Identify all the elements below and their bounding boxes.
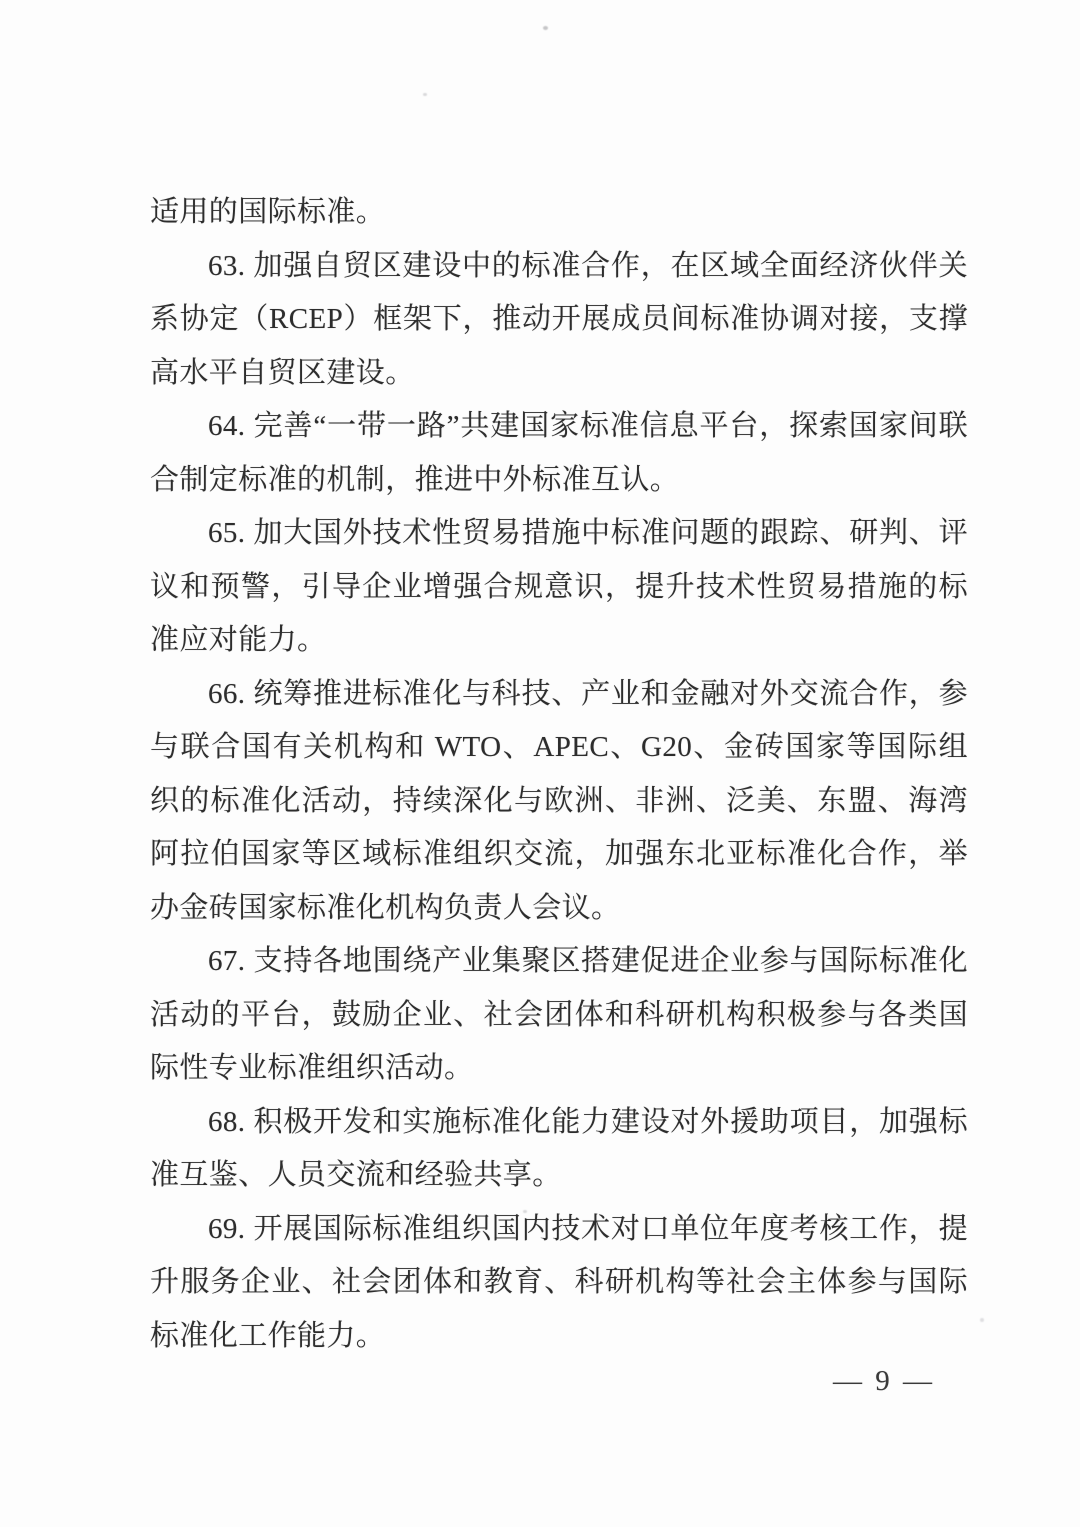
page-number: — 9 — xyxy=(833,1365,935,1397)
paragraph-69: 69. 开展国际标准组织国内技术对口单位年度考核工作，提升服务企业、社会团体和教育、科研机构等社会主体参与国际标准化工作能力。 xyxy=(150,1212,968,1352)
scan-speck xyxy=(980,1318,984,1322)
document-body xyxy=(150,186,968,1363)
paragraph-66: 66. 统筹推进标准化与科技、产业和金融对外交流合作，参与联合国有关机构和 WTO、APEC、G20、金砖国家等国际组织的标准化活动，持续深化与欧洲、非洲、泛美、东盟、海湾阿拉伯国家等区域标准组织交流，加强东北亚标准化合作，举办金砖国家标准化机构负责人会议。 xyxy=(150,677,968,924)
paragraph-64: 64. 完善“一带一路”共建国家标准信息平台，探索国家间联合制定标准的机制，推进中外标准互认。 xyxy=(150,410,968,496)
scan-speck xyxy=(423,93,427,96)
paragraph-67: 67. 支持各地围绕产业集聚区搭建促进企业参与国际标准化活动的平台，鼓励企业、社会团体和科研机构积极参与各类国际性专业标准组织活动。 xyxy=(150,945,968,1084)
paragraph-continuation: 适用的国际标准。 xyxy=(150,196,386,228)
paragraph-63: 63. 加强自贸区建设中的标准合作，在区域全面经济伙伴关系协定（RCEP）框架下，推动开展成员间标准协调对接，支撑高水平自贸区建设。 xyxy=(150,249,968,389)
paragraph-68: 68. 积极开发和实施标准化能力建设对外援助项目，加强标准互鉴、人员交流和经验共享。 xyxy=(150,1105,968,1191)
scan-speck xyxy=(523,1210,527,1213)
paragraph-65: 65. 加大国外技术性贸易措施中标准问题的跟踪、研判、评议和预警，引导企业增强合规意识，提升技术性贸易措施的标准应对能力。 xyxy=(150,517,968,656)
scan-speck xyxy=(543,26,548,30)
